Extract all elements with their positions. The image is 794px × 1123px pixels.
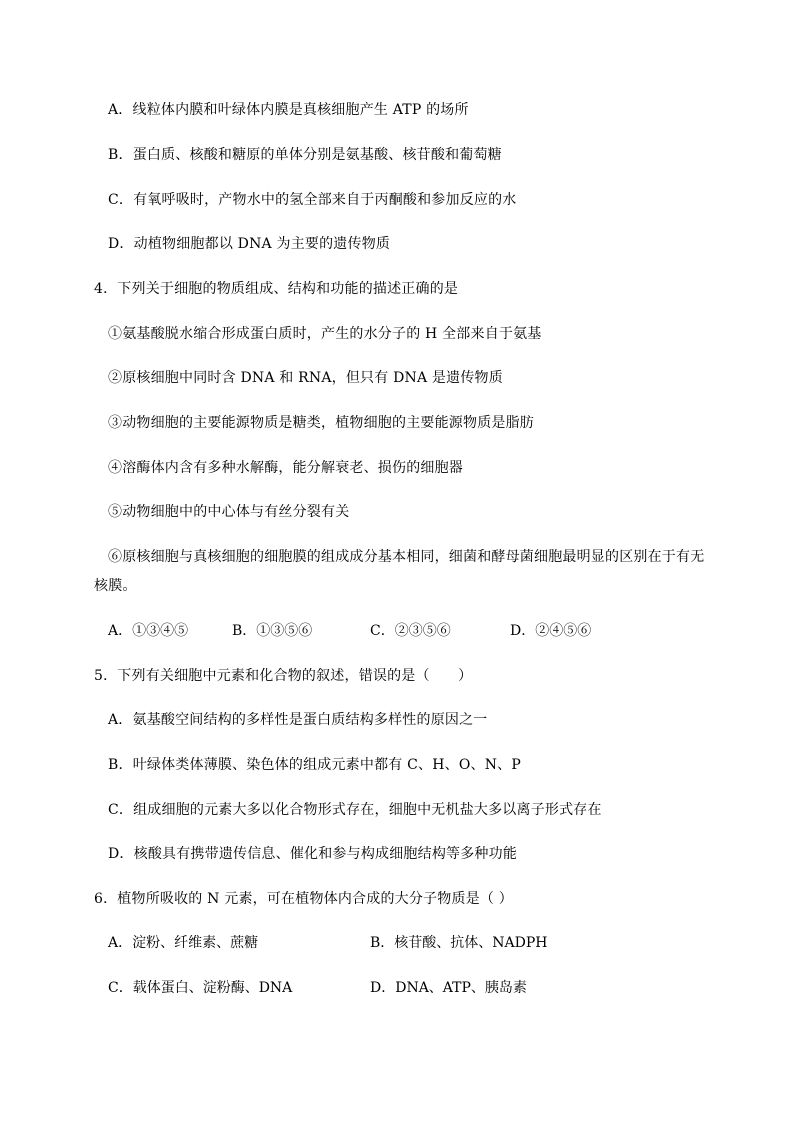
q3-option-a: A．线粒体内膜和叶绿体内膜是真核细胞产生 ATP 的场所 bbox=[108, 102, 469, 118]
q4-option-a: A．①③④⑤ bbox=[108, 623, 189, 639]
q6-option-b: B．核苷酸、抗体、NADPH bbox=[370, 935, 548, 951]
q6-option-c: C．载体蛋白、淀粉酶、DNA bbox=[108, 980, 293, 996]
q6-option-a: A．淀粉、纤维素、蔗糖 bbox=[108, 935, 259, 951]
q4-statement-6-cont: 核膜。 bbox=[94, 578, 137, 594]
q4-stem: 4．下列关于细胞的物质组成、结构和功能的描述正确的是 bbox=[94, 281, 459, 297]
q5-option-a: A．氨基酸空间结构的多样性是蛋白质结构多样性的原因之一 bbox=[108, 712, 488, 728]
q4-statement-5: ⑤动物细胞中的中心体与有丝分裂有关 bbox=[108, 504, 350, 520]
q4-statement-3: ③动物细胞的主要能源物质是糖类，植物细胞的主要能源物质是脂肪 bbox=[108, 415, 534, 431]
q4-statement-6: ⑥原核细胞与真核细胞的细胞膜的组成成分基本相同，细菌和酵母菌细胞最明显的区别在于有无 bbox=[108, 549, 705, 565]
q3-option-b: B．蛋白质、核酸和糖原的单体分别是氨基酸、核苷酸和葡萄糖 bbox=[108, 147, 502, 163]
q4-statement-2: ②原核细胞中同时含 DNA 和 RNA，但只有 DNA 是遗传物质 bbox=[108, 370, 503, 386]
q5-option-c: C．组成细胞的元素大多以化合物形式存在，细胞中无机盐大多以离子形式存在 bbox=[108, 802, 602, 818]
q5-option-b: B．叶绿体类体薄膜、染色体的组成元素中都有 C、H、O、N、P bbox=[108, 757, 522, 773]
q3-option-d: D．动植物细胞都以 DNA 为主要的遗传物质 bbox=[108, 236, 391, 252]
q5-stem: 5．下列有关细胞中元素和化合物的叙述，错误的是（ ） bbox=[94, 668, 473, 684]
q4-option-c: C．②③⑤⑥ bbox=[370, 623, 451, 639]
q6-stem: 6．植物所吸收的 N 元素，可在植物体内合成的大分子物质是（ ） bbox=[94, 891, 513, 907]
q4-option-b: B．①③⑤⑥ bbox=[232, 623, 313, 639]
q6-option-d: D．DNA、ATP、胰岛素 bbox=[370, 980, 527, 996]
q4-statement-1: ①氨基酸脱水缩合形成蛋白质时，产生的水分子的 H 全部来自于氨基 bbox=[108, 326, 542, 342]
q4-statement-4: ④溶酶体内含有多种水解酶，能分解衰老、损伤的细胞器 bbox=[108, 460, 463, 476]
q5-option-d: D．核酸具有携带遗传信息、催化和参与构成细胞结构等多种功能 bbox=[108, 846, 518, 862]
q4-option-d: D．②④⑤⑥ bbox=[510, 623, 592, 639]
q3-option-c: C．有氧呼吸时，产物水中的氢全部来自于丙酮酸和参加反应的水 bbox=[108, 192, 517, 208]
